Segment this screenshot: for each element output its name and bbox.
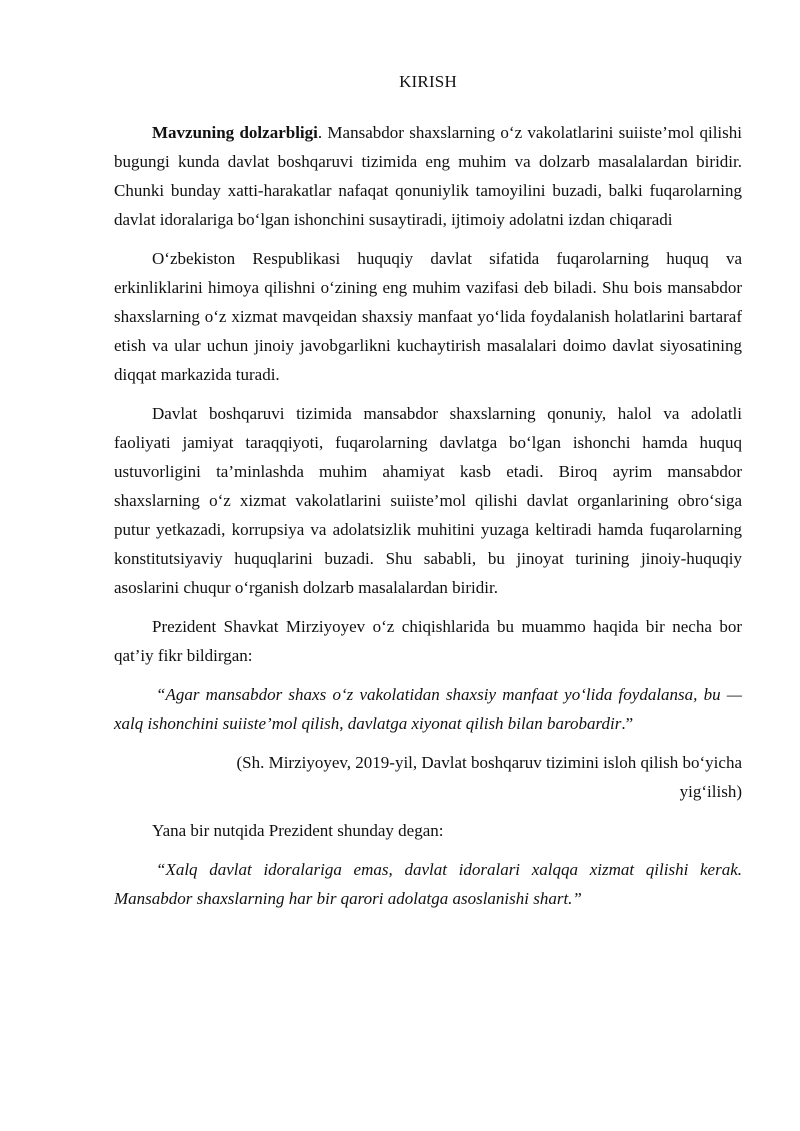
relevance-text: . Mansabdor shaxslarning o‘z vakolatlarini suiiste’mol qilishi bugungi kunda davlat boshqaruvi tizimida eng muhim va dolzarb masalalardan biridir. Chunki bunday xatti-harakatlar nafaqat qonuniylik tamoyilini buzadi, balki fuqarolarning davlat idoralariga bo‘lgan ishonchini susaytiradi, ijtimoiy adolatni izdan chiqaradi bbox=[114, 123, 742, 229]
document-title: KIRISH bbox=[399, 72, 457, 91]
president-quote-2: “Xalq davlat idoralariga emas, davlat idoralari xalqqa xizmat qilishi kerak. Mansabdor shaxslarning har bir qarori adolatga asoslanishi shart.” bbox=[114, 860, 742, 908]
president-quote-1 bbox=[114, 680, 742, 738]
paragraph-uzbekistan: O‘zbekiston Respublikasi huquqiy davlat sifatida fuqarolarning huquq va erkinliklarini himoya qilishni o‘zining eng muhim vazifasi deb biladi. Shu bois mansabdor shaxslarning o‘z xizmat mavqeidan shaxsiy manfaat yo‘lida foydalanish holatlarini bartaraf etish va ular uchun jinoiy javobgarlikni kuchaytirish masalalari doimo davlat siyosatining diqqat markazida turadi. bbox=[114, 249, 742, 384]
paragraph-governance: Davlat boshqaruvi tizimida mansabdor shaxslarning qonuniy, halol va adolatli faoliyati jamiyat taraqqiyoti, fuqarolarning davlatga bo‘lgan ishonchi hamda huquq ustuvorligini ta’minlashda muhim ahamiyat kasb etadi. Biroq ayrim mansabdor shaxslarning o‘z xizmat vakolatlarini suiiste’mol qilishi davlat organlarining obro‘siga putur yetkazadi, korrupsiya va adolatsizlik muhitini yuzaga keltiradi hamda fuqarolarning konstitutsiyaviy huquqlarini buzadi. Shu sababli, bu jinoyat turining jinoiy-huquqiy asoslarini chuqur o‘rganish dolzarb masalalardan biridir. bbox=[114, 404, 742, 597]
quote-1-text: “Agar mansabdor shaxs o‘z vakolatidan shaxsiy manfaat yo‘lida foydalansa, bu — xalq ishonchini suiiste’mol qilish, davlatga xiyonat qilish bilan barobardir bbox=[114, 685, 742, 733]
relevance-heading: Mavzuning dolzarbligi bbox=[152, 123, 318, 142]
citation-line-1: (Sh. Mirziyoyev, 2019-yil, Davlat boshqaruv tizimini isloh qilish bo‘yicha bbox=[236, 753, 742, 772]
document-page bbox=[114, 62, 742, 923]
citation-line-2: yig‘ilish) bbox=[679, 782, 742, 801]
quote-citation bbox=[114, 748, 742, 806]
quote-1-end: .” bbox=[621, 714, 634, 733]
paragraph-another-speech: Yana bir nutqida Prezident shunday degan: bbox=[152, 821, 444, 840]
paragraph-president-intro: Prezident Shavkat Mirziyoyev o‘z chiqishlarida bu muammo haqida bir necha bor qat’iy fikr bildirgan: bbox=[114, 617, 742, 665]
paragraph-relevance bbox=[114, 118, 742, 234]
